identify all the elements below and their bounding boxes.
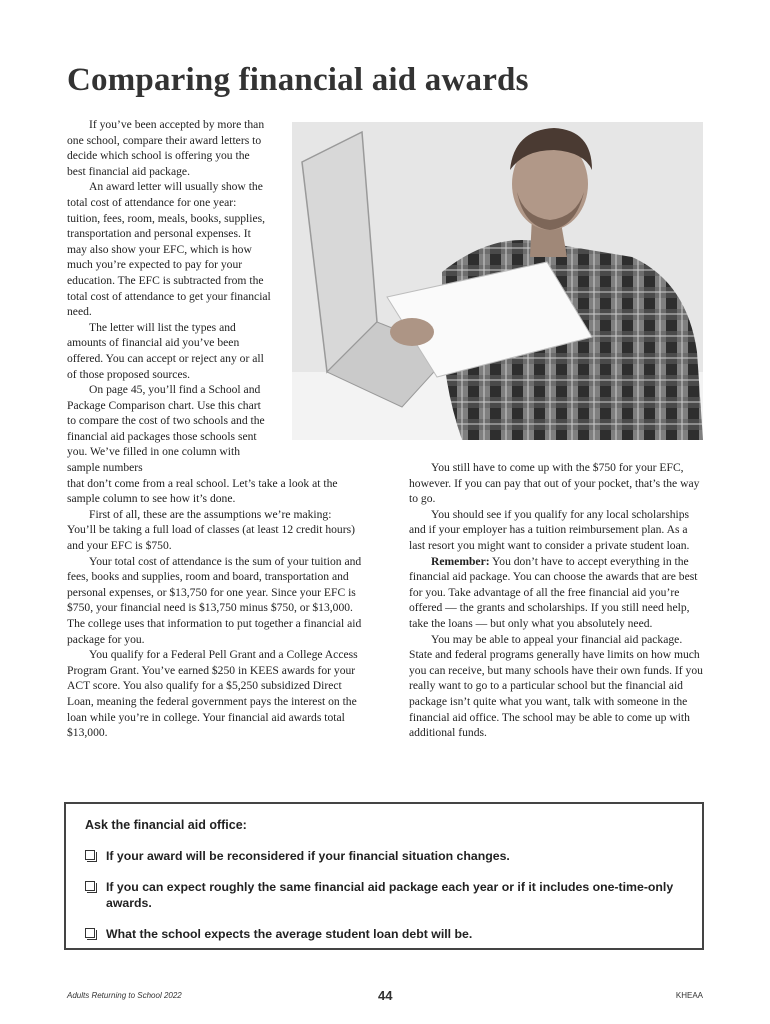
checkbox-icon	[85, 850, 95, 860]
page-number: 44	[378, 988, 393, 1003]
footer-publisher: KHEAA	[675, 991, 703, 1000]
body-paragraph: You still have to come up with the $750 for your EFC, however. If you can pay that out of your pocket, that’s the way to go.	[409, 461, 700, 506]
body-paragraph: An award letter will usually show the total cost of attendance for one year: tuition, fees, room, meals, books, supplies, transportation and personal expenses. It may also show your EFC, which is how much you’re expected to pay for your education. The EFC is subtracted from the total cost of attendance to get your financial need.	[67, 180, 271, 319]
footer-publication: Adults Returning to School 2022	[67, 991, 182, 1000]
left-text-column	[67, 117, 363, 741]
checklist-item	[85, 926, 690, 942]
aside-title: Ask the financial aid office:	[85, 818, 247, 832]
body-paragraph: Your total cost of attendance is the sum of your tuition and fees, books and supplies, room and board, transportation and personal expenses, or $13,750 for one year. Since your EFC is $750, your financial need is $13,750 minus $750, or $13,000. The college uses that information to put together a financial aid package for you.	[67, 554, 362, 646]
body-paragraph: You may be able to appeal your financial aid package. State and federal programs generally have limits on how much you can receive, but many schools have their own funds. If you really want to go to a particular school but the financial aid package isn’t quite what you want, talk with someone in the financial aid office. The school may be able to come up with additional funds.	[409, 632, 703, 740]
ask-financial-aid-box	[64, 802, 704, 950]
checkbox-icon	[85, 881, 95, 891]
body-paragraph: On page 45, you’ll find a School and Package Comparison chart. Use this chart to compare the cost of two schools and the financial aid packages those schools sent you. We’ve filled in one column with sample numbers	[67, 383, 265, 475]
remember-lead: Remember:	[431, 554, 490, 568]
aside-checklist	[85, 848, 690, 957]
body-paragraph: If you’ve been accepted by more than one school, compare their award letters to decide which school is offering you the best financial aid package.	[67, 118, 265, 178]
checklist-item	[85, 879, 690, 911]
body-paragraph: You should see if you qualify for any local scholarships and if your employer has a tuition reimbursement plan. As a last resort you might want to consider a private student loan.	[409, 507, 690, 552]
checklist-item	[85, 848, 690, 864]
body-paragraph: You qualify for a Federal Pell Grant and a College Access Program Grant. You’ve earned $250 in KEES awards for your ACT score. You also qualify for a $5,250 subsidized Direct Loan, meaning the federal government pays the interest on the loan while you’re in college. Your financial aid awards total $13,000.	[67, 648, 358, 740]
page-title: Comparing financial aid awards	[67, 62, 529, 98]
right-text-column	[409, 460, 703, 741]
remember-text: You don’t have to accept everything in the financial aid package. You can choose the awards that are best for you. Take advantage of all the free financial aid you’re offered — the grants and scholarships. If you still need help, take the loans — but only what you absolutely need.	[409, 554, 698, 630]
checkbox-icon	[85, 928, 95, 938]
checklist-item-text: If your award will be reconsidered if your financial situation changes.	[106, 849, 510, 863]
checklist-item-text: If you can expect roughly the same financial aid package each year or if it includes one-time-only awards.	[106, 880, 674, 910]
body-paragraph	[409, 554, 703, 632]
body-paragraph: The letter will list the types and amounts of financial aid you’ve been offered. You can accept or reject any or all of those proposed sources.	[67, 320, 264, 381]
checklist-item-text: What the school expects the average student loan debt will be.	[106, 927, 473, 941]
body-paragraph: First of all, these are the assumptions we’re making: You’ll be taking a full load of classes (at least 12 credit hours) and your EFC is $750.	[67, 507, 355, 553]
body-paragraph: that don’t come from a real school. Let’s take a look at the sample column to see how it’s done.	[67, 476, 338, 506]
